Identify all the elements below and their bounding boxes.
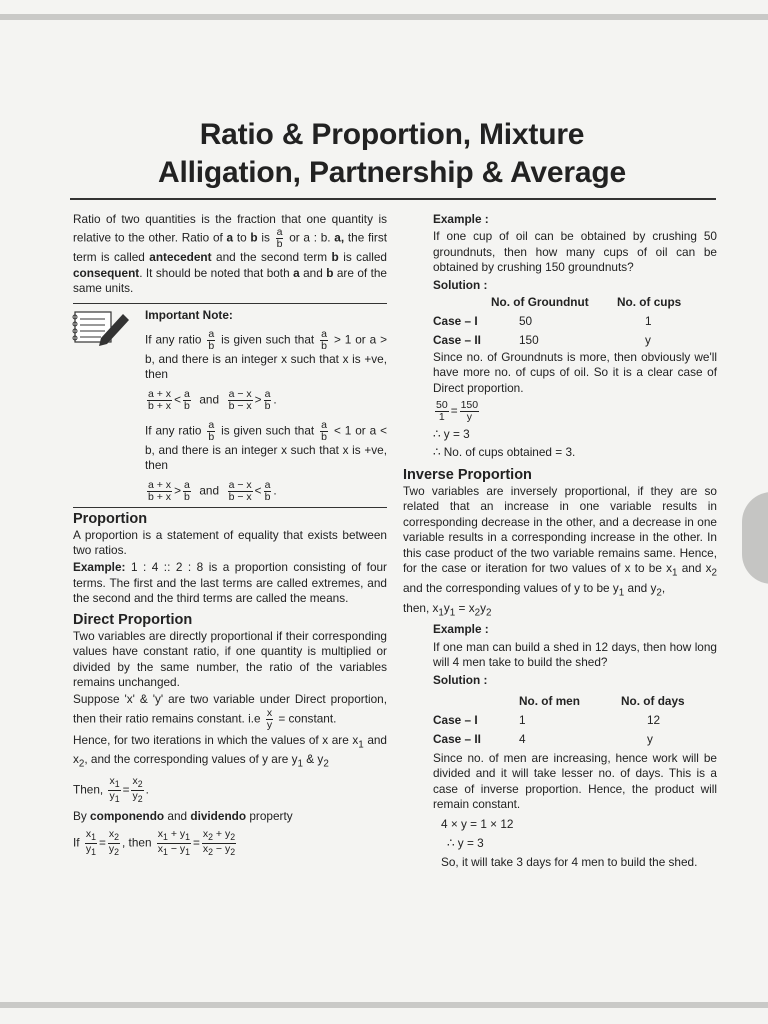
note-1: If any ratio $\frac{a}{b}$ is given such that $\frac{a}{b}$ > 1 or a > b, and there is an integer x such that x is +ve, then (145, 328, 388, 382)
table-row: Case – II 150 y (433, 333, 651, 348)
left-column (73, 212, 387, 858)
page-title: Ratio & Proportion, Mixture Alligation, Partnership & Average (158, 118, 626, 189)
example-1-text: If one cup of oil can be obtained by crushing 50 groundnuts, then how many cups of oil can be obtained by crushing 150 groundnuts? (433, 229, 717, 275)
calc-line-1: 4 × y = 1 × 12 (441, 816, 514, 831)
example-2-explanation: Since no. of men are increasing, hence work will be divided and it will take lesser no. of days. This is a case of inverse proportion. Hence, the product will remain constant. (433, 751, 717, 812)
suppose-text: Suppose 'x' & 'y' are two variable under Direct proportion, then their ratio remains constant. i.e $\frac{x}{y}$ = constant. (73, 692, 387, 731)
notepad-pencil-icon (71, 308, 133, 348)
men-days-table (433, 692, 685, 749)
intro-paragraph: Ratio of two quantities is the fraction that one quantity is relative to the other. Ratio of a to b is $\frac{a}{b}$ or a : b. a, the first term is called antecedent and the second term b is called consequent. It should be noted that both a and b are of the same units. (73, 212, 388, 296)
important-note-box (73, 303, 387, 508)
solution-2-label: Solution : (433, 672, 488, 687)
then-formula: Then, $\frac{x_1}{y_1}$ = $\frac{x_2}{y_2}$ . (73, 775, 149, 805)
note-bottom-rule (73, 507, 387, 508)
table-row: Case – I 50 1 (433, 314, 652, 329)
right-column (403, 212, 717, 871)
calc-line-2: ∴ y = 3 (447, 836, 484, 851)
page-tab-marker (742, 492, 768, 584)
example-1-heading: Example : (433, 212, 489, 226)
direct-proportion-text: Two variables are directly proportional if their corresponding values have constant ratio, if one quantity is multiplied or divided by the same number, the ratio of the variables remains unchanged. (73, 628, 387, 689)
title-rule (70, 198, 716, 200)
example-2-text: If one man can build a shed in 12 days, then how long will 4 men take to build the shed? (433, 639, 717, 670)
example-2-heading: Example : (433, 622, 489, 637)
direct-proportion-heading: Direct Proportion (73, 611, 193, 628)
ratio-equation: $\frac{50}{1}$ = $\frac{150}{y}$ (436, 399, 479, 424)
componendo-text: By componendo and dividendo property (73, 809, 293, 824)
result-y: ∴ y = 3 (433, 427, 470, 442)
solution-1-label: Solution : (433, 277, 488, 292)
note-1-formula: $\frac{a + x}{b + x}$ < $\frac{a}{b}$ and $\frac{a - x}{b - x}$ > $\frac{a}{b}$ . (148, 387, 277, 412)
table-row: Case – I 1 12 (433, 713, 661, 728)
groundnut-table (433, 293, 681, 350)
note-2: If any ratio $\frac{a}{b}$ is given such that $\frac{a}{b}$ < 1 or a < b, and there is an integer x such that x is +ve, then (145, 418, 388, 473)
bottom-border (0, 1002, 768, 1008)
hence-text: Hence, for two iterations in which the values of x are $x_1$ and $x_2$, and the corresponding values of y are $y_1$ & $y_2$ (73, 732, 387, 770)
table-header-row: No. of Groundnut No. of cups (491, 295, 682, 310)
proportion-heading: Proportion (73, 510, 148, 527)
example-1-explanation: Since no. of Groundnuts is more, then obviously we'll have more no. of cups of oil. So it is a clear case of Direct proportion. (433, 350, 717, 395)
proportion-example: Example: 1 : 4 :: 2 : 8 is a proportion consisting of four terms. The first and the last terms are called extremes, and the second and the third terms are called the means. (73, 560, 387, 606)
note-title: Important Note: (145, 307, 233, 322)
componendo-formula: If $\frac{x_1}{y_1}$ = $\frac{x_2}{y_2}$ , then $\frac{x_1 + y_1}{x_1 - y_1}$ = $\frac{x_2 + y_2}{x_2 - y_2}$ (73, 827, 236, 858)
inverse-proportion-text: Two variables are inversely proportional, if they are so related that an increase in one variable results in corresponding decrease in the other, and a decrease in one variable results in a corresponding increase in the other. In this case product of the two variable remains same. Hence, for the case or iteration for two values of x to be $x_1$ and $x_2$ and the corresponding values of y to be $y_1$ and $y_2$, (403, 484, 717, 599)
table-header-row: No. of men No. of days (519, 694, 685, 709)
table-row: Case – II 4 y (433, 732, 653, 747)
conclusion: So, it will take 3 days for 4 men to build the shed. (441, 855, 698, 870)
result-cups: ∴ No. of cups obtained = 3. (433, 444, 576, 459)
note-2-formula: $\frac{a + x}{b + x}$ > $\frac{a}{b}$ and $\frac{a - x}{b - x}$ < $\frac{a}{b}$ . (148, 478, 277, 503)
top-border (0, 14, 768, 20)
inverse-equation: then, $x_1y_1 = x_2y_2$ (403, 600, 492, 618)
inverse-proportion-heading: Inverse Proportion (403, 467, 532, 484)
proportion-text: A proportion is a statement of equality that exists between two ratios. (73, 527, 387, 558)
fraction-a-over-b: $\frac{a}{b}$ (276, 226, 283, 251)
